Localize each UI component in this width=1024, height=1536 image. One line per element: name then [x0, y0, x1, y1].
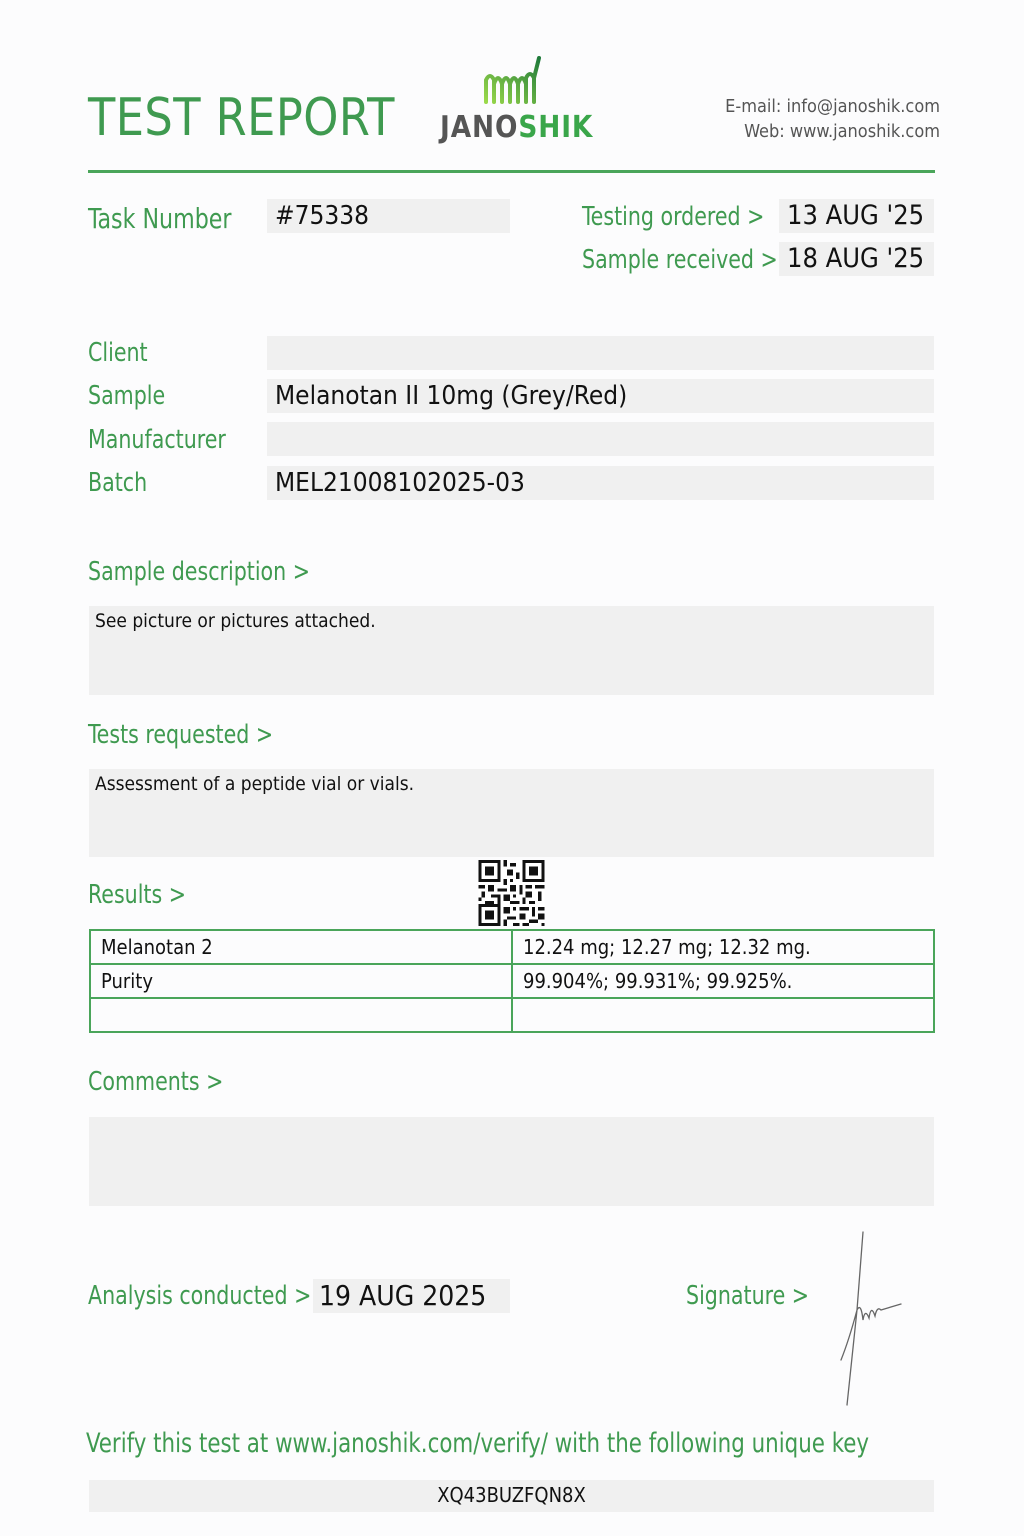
contact-web: Web: www.janoshik.com — [744, 121, 940, 142]
result-name — [90, 998, 512, 1032]
header-divider — [88, 170, 935, 173]
client-field — [267, 336, 934, 370]
verify-instructions: Verify this test at www.janoshik.com/verify/ with the following unique key — [86, 1428, 870, 1459]
result-value — [512, 998, 934, 1032]
janoshik-logo — [440, 54, 594, 145]
task-number-label: Task Number — [88, 202, 232, 235]
qr-code-icon — [478, 860, 545, 926]
signature-icon — [835, 1230, 915, 1410]
contact-info — [725, 94, 940, 144]
sample-field: Melanotan II 10mg (Grey/Red) — [267, 379, 934, 413]
testing-ordered-field: 13 AUG '25 — [779, 199, 934, 233]
sample-label: Sample — [88, 381, 166, 411]
table-row — [90, 998, 934, 1032]
testing-ordered-label: Testing ordered > — [582, 202, 765, 232]
result-value: 99.904%; 99.931%; 99.925%. — [512, 964, 934, 998]
client-label: Client — [88, 338, 148, 368]
results-table — [89, 929, 935, 1033]
report-title: TEST REPORT — [88, 88, 395, 148]
batch-label: Batch — [88, 468, 148, 498]
tests-requested-label: Tests requested > — [88, 720, 274, 750]
manufacturer-label: Manufacturer — [88, 425, 226, 455]
signature-label: Signature > — [686, 1281, 810, 1311]
comments-box — [89, 1117, 934, 1206]
results-label: Results > — [88, 880, 187, 910]
contact-email: E-mail: info@janoshik.com — [725, 96, 940, 117]
manufacturer-field — [267, 422, 934, 456]
batch-field: MEL21008102025-03 — [267, 466, 934, 500]
janoshik-logo-icon — [440, 54, 590, 110]
analysis-conducted-field: 19 AUG 2025 — [313, 1279, 510, 1313]
result-name: Melanotan 2 — [90, 930, 512, 964]
table-row — [90, 964, 934, 998]
tests-requested-box: Assessment of a peptide vial or vials. — [89, 769, 934, 857]
sample-description-box: See picture or pictures attached. — [89, 606, 934, 695]
result-value: 12.24 mg; 12.27 mg; 12.32 mg. — [512, 930, 934, 964]
sample-received-label: Sample received > — [582, 245, 778, 275]
task-number-field: #75338 — [267, 199, 510, 233]
sample-received-field: 18 AUG '25 — [779, 242, 934, 276]
table-row — [90, 930, 934, 964]
sample-description-label: Sample description > — [88, 557, 310, 587]
unique-key: XQ43BUZFQN8X — [89, 1480, 934, 1512]
comments-label: Comments > — [88, 1067, 224, 1097]
logo-wordmark: JANOSHIK — [440, 110, 594, 145]
result-name: Purity — [90, 964, 512, 998]
analysis-conducted-label: Analysis conducted > — [88, 1281, 312, 1311]
